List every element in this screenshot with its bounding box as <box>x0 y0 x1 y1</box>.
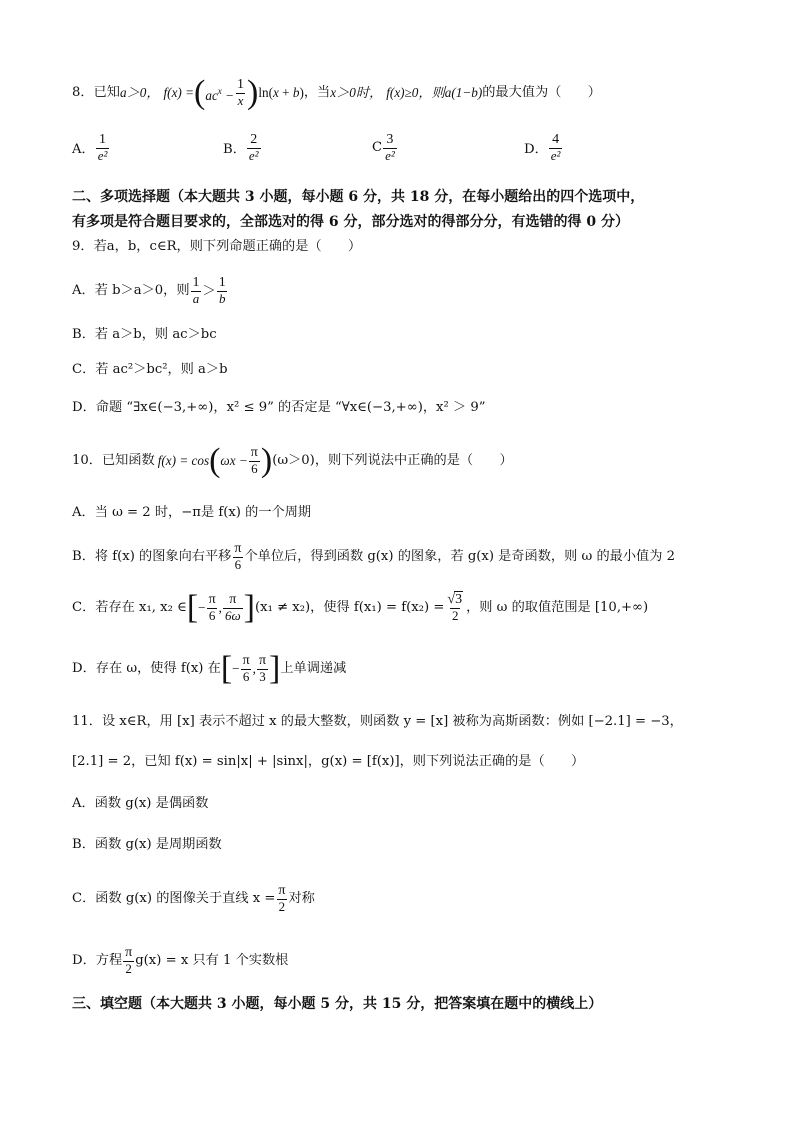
q9-option-c[interactable]: C．若 ac²＞bc²，则 a＞b <box>72 362 228 377</box>
q11-stem-line2: [2.1] = 2，已知 f(x) = sin|x| + |sinx|，g(x) = [f(x)]，则下列说法正确的是（ ） <box>72 754 585 769</box>
q8-cond3: f(x)≥0，则 <box>386 85 445 100</box>
section2-heading-line2: 有多项是符合题目要求的，全部选对的得 6 分，部分选对的得部分分，有选错的得 0 分） <box>72 214 629 230</box>
q9-option-d[interactable]: D．命题 “∃x∈(−3,+∞)，x² ≤ 9” 的否定是 “∀x∈(−3,+∞)，x² ＞ 9” <box>72 400 486 415</box>
q11-frac-pi2: $\frac{\pi}{2}$ <box>278 883 286 915</box>
q8-prefix: 8．已知 <box>72 85 120 100</box>
q9-option-b[interactable]: B．若 a＞b，则 ac＞bc <box>72 327 217 342</box>
q9-frac-1b: $\frac{1}{b}$ <box>218 275 226 307</box>
q8-func: f(x) = <box>163 85 195 100</box>
q11-stem-line1: 11．设 x∈R，用 [x] 表示不超过 x 的最大整数，则函数 y = [x] 被称为高斯函数：例如 [−2.1] = −3， <box>72 714 683 729</box>
q8-option-c[interactable]: C $\frac{3}{\text{e²}}$ <box>372 132 395 163</box>
q8-suffix: 的最大值为（ ） <box>482 85 601 100</box>
q10-option-a[interactable]: A．当 ω = 2 时，−π是 f(x) 的一个周期 <box>72 505 312 520</box>
q8-term-ax: $ac^x$ − <box>205 85 234 103</box>
q8-mid: ，当 <box>303 85 331 100</box>
q11-d-frac-pi2: $\frac{\pi}{2}$ <box>125 945 133 977</box>
section3-heading: 三、填空题（本大题共 3 小题，每小题 5 分，共 15 分，把答案填在题中的横线上） <box>72 996 603 1012</box>
q8-cond2: x＞0时， <box>330 85 383 100</box>
q10-option-d[interactable]: D．存在 ω，使得 f(x) 在 [ − $\frac{\pi}{6}$ , $\frac{\pi}{3}$ ] 上单调递减 <box>72 650 347 687</box>
q8-cond1: a＞0， <box>119 85 160 100</box>
section2-heading-line1: 二、多项选择题（本大题共 3 小题，每小题 6 分，共 18 分，在每小题给出的四个选项中， <box>72 189 645 205</box>
q10-option-b[interactable]: B．将 f(x) 的图象向右平移 $\frac{\pi}{6}$ 个单位后，得到函数 g(x) 的图象，若 g(x) 是奇函数，则 ω 的最小值为 2 <box>72 541 675 573</box>
q11-option-c[interactable]: C．函数 g(x) 的图像关于直线 x = $\frac{\pi}{2}$ 对称 <box>72 883 315 915</box>
q8-ln: ln(x + b) <box>258 85 304 100</box>
q8-options <box>72 133 724 177</box>
q8-stem: 8．已知 a＞0， f(x) = ( $ac^x$ − $\frac{1}{x}$ ) ln(x + b) ，当 x＞0时， f(x)≥0，则 a(1−b) 的最大值为（ ） <box>72 74 601 111</box>
q10-option-c[interactable]: C．若存在 x₁, x₂ ∈ [ − $\frac{\pi}{6}$ , $\frac{\pi}{6\omega}$ ] (x₁ ≠ x₂)，使得 f(x₁) = f(x₂) = $\frac{√3}{2}$ ，则 ω 的取值范围是 [10,+∞) <box>72 589 649 626</box>
q10-frac-pi6: $\frac{\pi}{6}$ <box>250 445 258 477</box>
q9-stem: 9．若a，b，c∈R，则下列命题正确的是（ ） <box>72 239 362 254</box>
q11-option-b[interactable]: B．函数 g(x) 是周期函数 <box>72 837 222 852</box>
q9-frac-1a: $\frac{1}{a}$ <box>192 275 200 307</box>
q11-option-a[interactable]: A．函数 g(x) 是偶函数 <box>72 796 209 811</box>
q10-frac-sqrt3-2: $\frac{√3}{2}$ <box>447 592 463 624</box>
q10-b-frac-pi6: $\frac{\pi}{6}$ <box>234 541 242 573</box>
q8-option-b[interactable]: B． $\frac{2}{\text{e²}}$ <box>223 132 259 163</box>
q9-option-a[interactable]: A．若 b＞a＞0，则 $\frac{1}{a}$ ＞ $\frac{1}{b}$ <box>72 275 226 307</box>
q8-option-a[interactable]: A． $\frac{1}{\text{e²}}$ <box>72 132 108 163</box>
q8-target: a(1−b) <box>444 85 483 100</box>
q11-option-d[interactable]: D．方程 $\frac{\pi}{2}$ g(x) = x 只有 1 个实数根 <box>72 945 289 977</box>
q8-frac-1x: $\frac{1}{x}$ <box>237 77 244 109</box>
q8-option-d[interactable]: D． $\frac{4}{\text{e²}}$ <box>524 132 561 163</box>
q10-stem: 10．已知函数 f(x) = cos ( ωx − $\frac{\pi}{6}$ ) (ω＞0)，则下列说法中正确的是（ ） <box>72 442 513 479</box>
